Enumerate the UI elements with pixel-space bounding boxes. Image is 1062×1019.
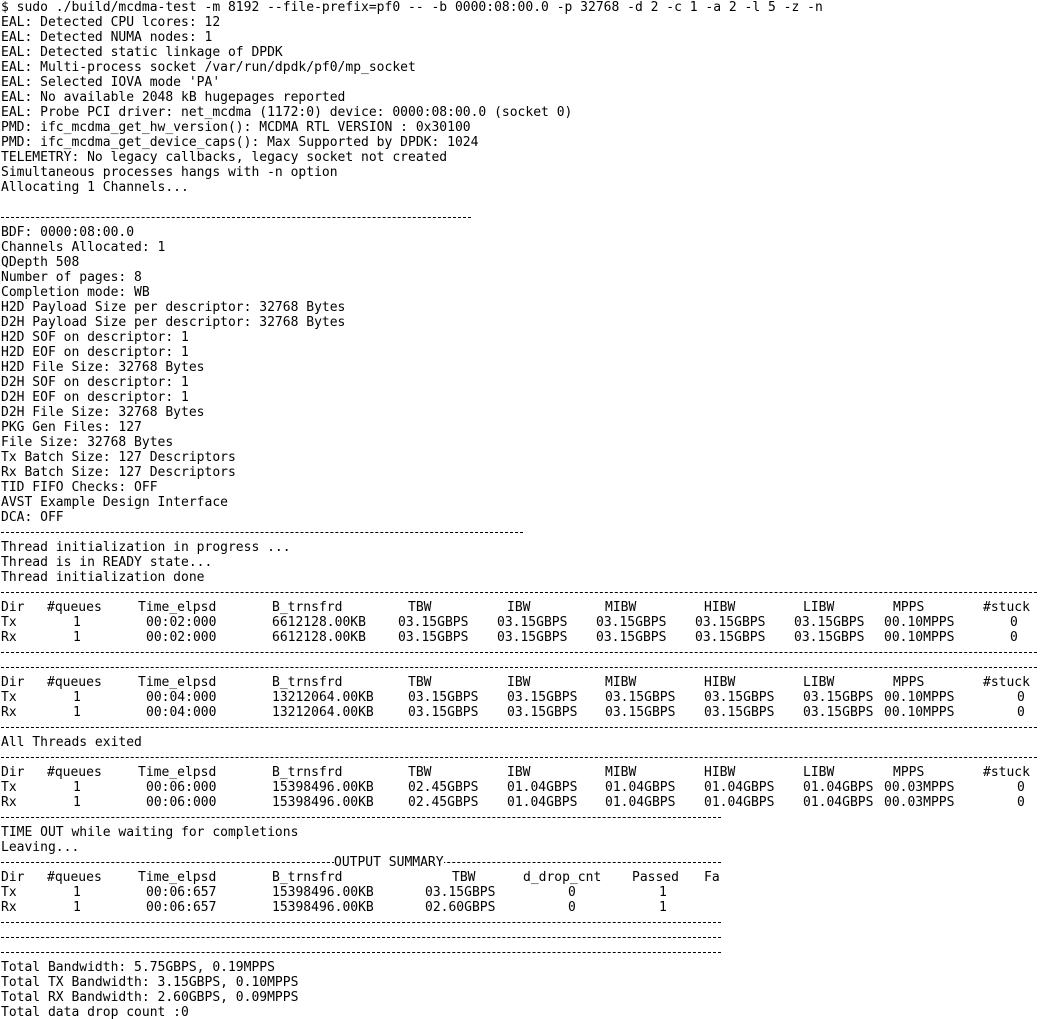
column-header: MPPS — [893, 765, 925, 780]
log-line: PMD: ifc_mcdma_get_device_caps(): Max Supported by DPDK: 1024 — [1, 135, 479, 150]
table-cell: 01.04GBPS — [704, 795, 775, 810]
column-header: #queues — [47, 870, 102, 885]
column-header: Dir — [1, 765, 25, 780]
table-cell: 0 — [568, 900, 576, 915]
table-cell: 03.15GBPS — [605, 690, 676, 705]
log-line: Simultaneous processes hangs with -n option — [1, 165, 338, 180]
table-cell: 1 — [73, 780, 81, 795]
table-cell: 03.15GBPS — [794, 615, 865, 630]
table-cell: 03.15GBPS — [803, 690, 874, 705]
stats-header-row — [1, 675, 1062, 690]
stats-row — [1, 780, 1062, 795]
summary-row — [1, 900, 1062, 915]
total-line: Total data drop count :0 — [1, 1005, 189, 1019]
table-cell: 1 — [73, 705, 81, 720]
column-header: Dir — [1, 600, 25, 615]
timeout-message: TIME OUT while waiting for completions — [1, 825, 299, 840]
column-header: TBW — [408, 675, 432, 690]
divider — [1, 915, 1062, 930]
table-cell: 02.45GBPS — [408, 795, 479, 810]
table-cell: 00:06:000 — [146, 795, 217, 810]
config-line: AVST Example Design Interface — [1, 495, 228, 510]
divider — [1, 750, 1062, 765]
column-header: HIBW — [704, 765, 736, 780]
config-line: D2H EOF on descriptor: 1 — [1, 390, 189, 405]
table-cell: Rx — [1, 630, 17, 645]
eal-log — [1, 15, 1062, 195]
log-line: PMD: ifc_mcdma_get_hw_version(): MCDMA RTL VERSION : 0x30100 — [1, 120, 471, 135]
column-header: MPPS — [893, 600, 925, 615]
table-cell: 1 — [659, 900, 667, 915]
config-line: H2D Payload Size per descriptor: 32768 Bytes — [1, 300, 346, 315]
config-line: H2D File Size: 32768 Bytes — [1, 360, 205, 375]
log-line: Allocating 1 Channels... — [1, 180, 189, 195]
column-header: Passed — [632, 870, 679, 885]
log-line: EAL: Detected NUMA nodes: 1 — [1, 30, 213, 45]
column-header: Time_elpsd — [138, 675, 217, 690]
column-header: #stuck — [983, 600, 1030, 615]
table-cell: 02.45GBPS — [408, 780, 479, 795]
config-line: D2H File Size: 32768 Bytes — [1, 405, 205, 420]
prompt-command: $ sudo ./build/mcdma-test -m 8192 --file-prefix=pf0 -- -b 0000:08:00.0 -p 32768 -d 2 -c 1 -a 2 -l 5 -z -n — [1, 0, 823, 15]
config-line: File Size: 32768 Bytes — [1, 435, 174, 450]
log-line: EAL: Probe PCI driver: net_mcdma (1172:0) device: 0000:08:00.0 (socket 0) — [1, 105, 573, 120]
table-cell: 1 — [73, 885, 81, 900]
total-line: Total Bandwidth: 5.75GBPS, 0.19MPPS — [1, 960, 275, 975]
column-header: B_trnsfrd — [272, 870, 343, 885]
thread-line: Thread initialization in progress ... — [1, 540, 291, 555]
table-cell: 01.04GBPS — [704, 780, 775, 795]
table-cell: 03.15GBPS — [596, 630, 667, 645]
column-header: IBW — [507, 675, 531, 690]
divider — [1, 210, 1062, 225]
table-cell: 15398496.00KB — [272, 780, 374, 795]
table-cell: 15398496.00KB — [272, 900, 374, 915]
column-header: #stuck — [983, 765, 1030, 780]
table-cell: 0 — [1017, 780, 1025, 795]
column-header: IBW — [507, 765, 531, 780]
column-header: #queues — [47, 675, 102, 690]
table-cell: 03.15GBPS — [704, 690, 775, 705]
summary-header-row — [1, 870, 1062, 885]
config-line: Completion mode: WB — [1, 285, 150, 300]
column-header: IBW — [507, 600, 531, 615]
table-cell: 6612128.00KB — [272, 615, 366, 630]
config-line: H2D SOF on descriptor: 1 — [1, 330, 189, 345]
column-header: d_drop_cnt — [523, 870, 602, 885]
blank-line — [1, 195, 1062, 210]
divider — [1, 645, 1062, 660]
table-cell: 00:06:000 — [146, 780, 217, 795]
table-cell: 1 — [659, 885, 667, 900]
table-cell: Rx — [1, 705, 17, 720]
summary-title-rule — [1, 855, 1062, 870]
table-cell: Rx — [1, 900, 17, 915]
stats-row — [1, 705, 1062, 720]
table-cell: 03.15GBPS — [507, 705, 578, 720]
table-cell: 1 — [73, 615, 81, 630]
table-cell: 03.15GBPS — [398, 630, 469, 645]
column-header: Time_elpsd — [138, 600, 217, 615]
divider — [1, 945, 1062, 960]
table-cell: 03.15GBPS — [605, 705, 676, 720]
column-header: LIBW — [803, 765, 835, 780]
config-line: Rx Batch Size: 127 Descriptors — [1, 465, 236, 480]
config-line: BDF: 0000:08:00.0 — [1, 225, 135, 240]
table-cell: 13212064.00KB — [272, 705, 374, 720]
column-header: Dir — [1, 675, 25, 690]
table-cell: 03.15GBPS — [596, 615, 667, 630]
column-header: B_trnsfrd — [272, 765, 343, 780]
config-line: Channels Allocated: 1 — [1, 240, 166, 255]
column-header: TBW — [452, 870, 476, 885]
config-line: DCA: OFF — [1, 510, 64, 525]
table-cell: 0 — [1010, 615, 1018, 630]
table-cell: 00.10MPPS — [884, 705, 955, 720]
table-cell: Tx — [1, 780, 17, 795]
column-header: Time_elpsd — [138, 870, 217, 885]
leaving-message: Leaving... — [1, 840, 80, 855]
stats-row — [1, 615, 1062, 630]
table-cell: 1 — [73, 630, 81, 645]
table-cell: 00:04:000 — [146, 690, 217, 705]
summary-title: OUTPUT SUMMARY — [334, 855, 444, 870]
stats-row — [1, 795, 1062, 810]
column-header: LIBW — [803, 675, 835, 690]
table-cell: 03.15GBPS — [497, 630, 568, 645]
table-cell: 15398496.00KB — [272, 795, 374, 810]
totals-block — [1, 960, 1062, 1019]
table-cell: 03.15GBPS — [794, 630, 865, 645]
column-header: MIBW — [605, 600, 637, 615]
stats-header-row — [1, 765, 1062, 780]
table-cell: 00:04:000 — [146, 705, 217, 720]
divider — [1, 660, 1062, 675]
table-cell: 00.10MPPS — [884, 630, 955, 645]
table-cell: 00.03MPPS — [884, 780, 955, 795]
stats-header-row — [1, 600, 1062, 615]
total-line: Total RX Bandwidth: 2.60GBPS, 0.09MPPS — [1, 990, 299, 1005]
table-cell: 0 — [1010, 630, 1018, 645]
table-cell: 03.15GBPS — [507, 690, 578, 705]
column-header: MPPS — [893, 675, 925, 690]
table-cell: 03.15GBPS — [408, 705, 479, 720]
table-cell: 00.03MPPS — [884, 795, 955, 810]
table-cell: 01.04GBPS — [803, 795, 874, 810]
table-cell: Tx — [1, 885, 17, 900]
log-line: EAL: Detected static linkage of DPDK — [1, 45, 283, 60]
column-header: B_trnsfrd — [272, 675, 343, 690]
column-header: #queues — [47, 600, 102, 615]
table-cell: 00:06:657 — [146, 885, 217, 900]
column-header: Fa — [704, 870, 720, 885]
stats-row — [1, 690, 1062, 705]
config-line: Number of pages: 8 — [1, 270, 142, 285]
column-header: Dir — [1, 870, 25, 885]
thread-status — [1, 540, 1062, 585]
config-line: TID FIFO Checks: OFF — [1, 480, 158, 495]
table-cell: 1 — [73, 690, 81, 705]
log-line: EAL: No available 2048 kB hugepages reported — [1, 90, 346, 105]
table-cell: 03.15GBPS — [695, 630, 766, 645]
column-header: MIBW — [605, 675, 637, 690]
table-cell: 0 — [1017, 795, 1025, 810]
config-block — [1, 225, 1062, 525]
table-cell: 03.15GBPS — [398, 615, 469, 630]
config-line: D2H Payload Size per descriptor: 32768 Bytes — [1, 315, 346, 330]
stats-row — [1, 630, 1062, 645]
table-cell: 1 — [73, 795, 81, 810]
table-cell: 01.04GBPS — [803, 780, 874, 795]
table-cell: 03.15GBPS — [425, 885, 496, 900]
table-cell: 00.10MPPS — [884, 690, 955, 705]
table-cell: 03.15GBPS — [408, 690, 479, 705]
table-cell: 03.15GBPS — [497, 615, 568, 630]
column-header: HIBW — [704, 600, 736, 615]
log-line: EAL: Multi-process socket /var/run/dpdk/pf0/mp_socket — [1, 60, 416, 75]
divider — [1, 525, 1062, 540]
table-cell: 0 — [1017, 705, 1025, 720]
thread-line: Thread is in READY state... — [1, 555, 213, 570]
table-cell: 15398496.00KB — [272, 885, 374, 900]
config-line: D2H SOF on descriptor: 1 — [1, 375, 189, 390]
table-cell: 01.04GBPS — [605, 780, 676, 795]
table-cell: 00:02:000 — [146, 615, 217, 630]
table-cell: Tx — [1, 690, 17, 705]
column-header: #queues — [47, 765, 102, 780]
config-line: H2D EOF on descriptor: 1 — [1, 345, 189, 360]
column-header: #stuck — [983, 675, 1030, 690]
config-line: PKG Gen Files: 127 — [1, 420, 142, 435]
log-line: EAL: Detected CPU lcores: 12 — [1, 15, 221, 30]
summary-row — [1, 885, 1062, 900]
table-cell: 00:06:657 — [146, 900, 217, 915]
table-cell: 1 — [73, 900, 81, 915]
column-header: TBW — [408, 600, 432, 615]
config-line: Tx Batch Size: 127 Descriptors — [1, 450, 236, 465]
log-line: EAL: Selected IOVA mode 'PA' — [1, 75, 221, 90]
table-cell: 01.04GBPS — [605, 795, 676, 810]
table-cell: 00.10MPPS — [884, 615, 955, 630]
all-threads-exited: All Threads exited — [1, 735, 142, 750]
table-cell: 03.15GBPS — [704, 705, 775, 720]
config-line: QDepth 508 — [1, 255, 80, 270]
column-header: LIBW — [803, 600, 835, 615]
table-cell: 13212064.00KB — [272, 690, 374, 705]
table-cell: 03.15GBPS — [695, 615, 766, 630]
table-cell: 00:02:000 — [146, 630, 217, 645]
table-cell: 01.04GBPS — [507, 780, 578, 795]
thread-line: Thread initialization done — [1, 570, 205, 585]
column-header: HIBW — [704, 675, 736, 690]
table-cell: 03.15GBPS — [803, 705, 874, 720]
divider — [1, 585, 1062, 600]
column-header: MIBW — [605, 765, 637, 780]
table-cell: 02.60GBPS — [425, 900, 496, 915]
column-header: TBW — [408, 765, 432, 780]
table-cell: Rx — [1, 795, 17, 810]
divider — [1, 810, 1062, 825]
table-cell: 6612128.00KB — [272, 630, 366, 645]
divider — [1, 930, 1062, 945]
column-header: Time_elpsd — [138, 765, 217, 780]
table-cell: 01.04GBPS — [507, 795, 578, 810]
table-cell: 0 — [568, 885, 576, 900]
table-cell: 0 — [1017, 690, 1025, 705]
total-line: Total TX Bandwidth: 3.15GBPS, 0.10MPPS — [1, 975, 299, 990]
table-cell: Tx — [1, 615, 17, 630]
divider — [1, 720, 1062, 735]
column-header: B_trnsfrd — [272, 600, 343, 615]
log-line: TELEMETRY: No legacy callbacks, legacy socket not created — [1, 150, 448, 165]
